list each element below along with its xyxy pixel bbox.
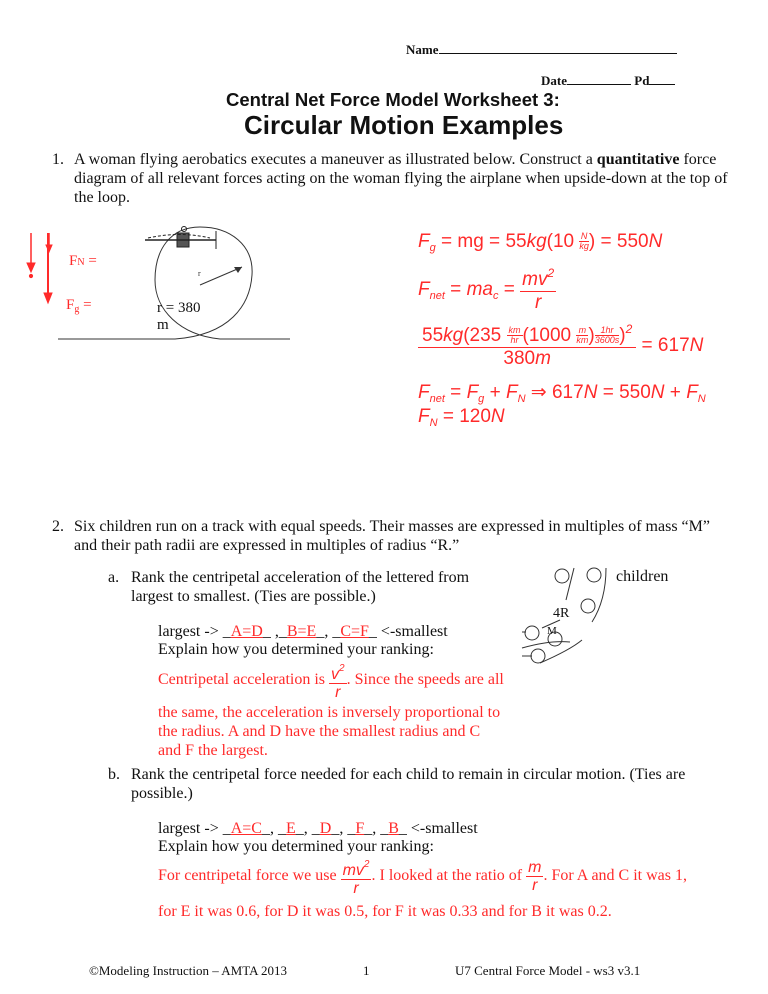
answer-a-2[interactable]: B=E — [286, 623, 317, 640]
footer-page-number: 1 — [363, 963, 370, 978]
fn-label: FN = — [69, 253, 97, 269]
answer-b-4[interactable]: F — [355, 820, 365, 837]
question-2-text: Six children run on a track with equal speeds. Their masses are expressed in multiples of mass “M” and their path radii are expressed in multiples of radius “R.” — [74, 518, 710, 554]
part-b — [108, 765, 748, 803]
answer-b-3[interactable]: D — [319, 820, 332, 837]
airplane-icon — [145, 227, 216, 250]
date-blank[interactable] — [567, 84, 631, 85]
footer-copyright: ©Modeling Instruction – AMTA 2013 — [89, 963, 288, 978]
page-title: Circular Motion Examples — [244, 110, 564, 140]
solution-line-fnet: $F_{net} = ma_c$ = $\frac{mv^2}{r}$ — [418, 266, 555, 313]
answer-a-1[interactable]: A=D — [230, 623, 263, 640]
solution-line-fn: $F_N = 120N$ — [418, 406, 505, 429]
part-b-explanation-line2: for E it was 0.6, for D it was 0.5, for F it was 0.33 and for B it was 0.2. — [158, 903, 612, 920]
part-a-explanation-line1: Centripetal acceleration is $\frac{v^2}{r}$ . Since the speeds are all — [158, 660, 504, 701]
footer-doc-id: U7 Central Force Model - ws3 v3.1 — [455, 963, 641, 978]
part-a-explain-prompt: Explain how you determined your ranking: — [158, 641, 434, 658]
part-a-explanation-rest: the same, the acceleration is inversely proportional to the radius. A and D have the smallest radius and C and F the largest. — [158, 704, 501, 759]
radius-value-label: r = 380 m — [157, 300, 201, 333]
label-m: M — [547, 625, 557, 637]
solution-line-fg: $F_g$ = mg = 55kg(10 $\frac{N}{kg}$ ) = 550N — [418, 231, 663, 254]
pd-label: Pd — [634, 73, 650, 88]
part-b-letter: b. — [108, 766, 120, 783]
label-4r: 4R — [553, 606, 570, 621]
answer-a-3[interactable]: C=F — [340, 623, 369, 640]
solution-line-sum: $F_{net} = F_g + F_N$ ⇒ $617N = 550N + F_N$ — [418, 382, 706, 405]
solution-line-calc: 55kg(235 $\frac{km}{hr}$ (1000 $\frac{m}{km}$ ) $\frac{1hr}{3600s}$ )$^2$ 380m = 617N — [418, 322, 703, 370]
part-b-prompt: Rank the centripetal force needed for each child to remain in circular motion. (Ties are possible.) — [131, 766, 686, 802]
date-pd-field — [541, 73, 675, 89]
children-label: children — [616, 568, 669, 585]
question-1-number: 1. — [52, 151, 64, 168]
name-blank[interactable] — [439, 53, 677, 54]
name-field — [406, 42, 677, 58]
question-2-number: 2. — [52, 518, 64, 535]
part-b-explain-prompt: Explain how you determined your ranking: — [158, 838, 434, 855]
question-1 — [52, 150, 732, 207]
radius-small-label: r — [198, 269, 201, 278]
part-a-prompt: Rank the centripetal acceleration of the lettered from largest to smallest. (Ties are possible.) — [131, 569, 470, 605]
part-a-letter: a. — [108, 569, 120, 586]
fg-label: $F_g$ = — [66, 297, 92, 315]
force-diagram-arrows — [27, 233, 52, 303]
part-a-ranking: largest -> _A=D_ ,_B=E_, _C=F_ <-smallest — [158, 623, 448, 640]
part-b-explanation-line1: For centripetal force we use $\frac{mv^2}{r}$ . I looked at the ratio of $\frac{m}{r}$ . For A and C it was 1, — [158, 856, 687, 897]
date-label: Date — [541, 73, 567, 88]
part-a — [108, 568, 488, 606]
name-label: Name — [406, 42, 439, 57]
answer-b-1[interactable]: A=C — [230, 820, 262, 837]
question-2 — [52, 517, 732, 555]
worksheet-subtitle: Central Net Force Model Worksheet 3: — [226, 89, 560, 110]
answer-b-5[interactable]: B — [388, 820, 399, 837]
quantitative-bold: quantitative — [596, 151, 680, 168]
part-b-ranking: largest -> _A=C_, _E_, _D_, _F_, _B_ <-smallest — [158, 820, 478, 837]
pd-blank[interactable] — [649, 84, 675, 85]
answer-b-2[interactable]: E — [285, 820, 296, 837]
question-1-text: A woman flying aerobatics executes a maneuver as illustrated below. Construct a quantitative force diagram of all relevant forces acting on the woman flying the airplane when upside-down at the top of the loop. — [74, 151, 728, 206]
loop-diagram — [20, 225, 290, 355]
